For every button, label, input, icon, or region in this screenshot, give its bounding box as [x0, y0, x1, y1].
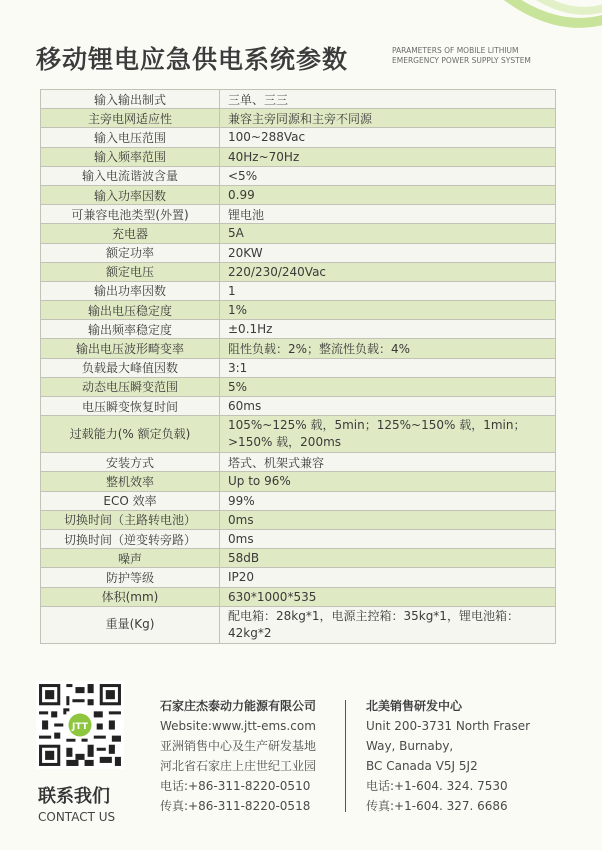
spec-key: 输出频率稳定度: [41, 320, 220, 339]
spec-key: 切换时间（逆变转旁路）: [41, 529, 220, 548]
qr-logo-label: JTT: [72, 721, 88, 732]
spec-row: [41, 109, 556, 128]
qr-code-icon: [36, 681, 124, 769]
spec-value: 40Hz~70Hz: [220, 147, 556, 166]
spec-value: IP20: [220, 568, 556, 587]
spec-key: 电压瞬变恢复时间: [41, 397, 220, 416]
spec-value: 105%~125% 载，5min；125%~150% 载，1min；>150% 载，200ms: [220, 416, 556, 453]
spec-row: [41, 243, 556, 262]
spec-value: 阻性负载：2%；整流性负载：4%: [220, 339, 556, 358]
spec-row: [41, 397, 556, 416]
spec-value: 兼容主旁同源和主旁不同源: [220, 109, 556, 128]
spec-key: 输入功率因数: [41, 185, 220, 204]
contact-title: 联系我们: [38, 786, 110, 807]
spec-value: 塔式、机架式兼容: [220, 453, 556, 472]
spec-value: 3:1: [220, 358, 556, 377]
spec-key: 额定电压: [41, 262, 220, 281]
page-subtitle: [392, 46, 531, 65]
spec-key: 输出电压波形畸变率: [41, 339, 220, 358]
asia-website[interactable]: Website:www.jtt-ems.com: [160, 719, 316, 733]
spec-value: 配电箱：28kg*1，电源主控箱：35kg*1，锂电池箱：42kg*2: [220, 606, 556, 643]
spec-row: [41, 166, 556, 185]
asia-line-2: 河北省石家庄上庄世纪工业园: [160, 759, 317, 773]
spec-row: [41, 90, 556, 109]
spec-value: 100~288Vac: [220, 128, 556, 147]
spec-row: [41, 224, 556, 243]
spec-row: [41, 301, 556, 320]
spec-key: 动态电压瞬变范围: [41, 377, 220, 396]
spec-value: 5%: [220, 377, 556, 396]
spec-key: 负载最大峰值因数: [41, 358, 220, 377]
page-title: 移动锂电应急供电系统参数: [36, 45, 349, 74]
spec-row: [41, 472, 556, 491]
spec-value: 99%: [220, 491, 556, 510]
spec-row: [41, 587, 556, 606]
contact-subtitle: CONTACT US: [38, 810, 116, 824]
spec-row: [41, 377, 556, 396]
asia-line-1: 亚洲销售中心及生产研发基地: [160, 739, 317, 753]
spec-key: 输入电流谐波含量: [41, 166, 220, 185]
asia-company-name: 石家庄杰泰动力能源有限公司: [160, 699, 317, 713]
spec-key: 重量(Kg): [41, 606, 220, 643]
spec-row: [41, 320, 556, 339]
spec-row: [41, 606, 556, 643]
spec-row: [41, 510, 556, 529]
spec-key: 噪声: [41, 549, 220, 568]
spec-key: 过载能力(% 额定负载): [41, 416, 220, 453]
spec-value: 60ms: [220, 397, 556, 416]
asia-phone: 电话:+86-311-8220-0510: [160, 779, 311, 793]
spec-value: 220/230/240Vac: [220, 262, 556, 281]
spec-key: 充电器: [41, 224, 220, 243]
spec-row: [41, 262, 556, 281]
asia-fax: 传真:+86-311-8220-0518: [160, 799, 311, 813]
spec-value: 锂电池: [220, 205, 556, 224]
spec-key: 输出功率因数: [41, 281, 220, 300]
na-center-title: 北美销售研发中心: [366, 699, 463, 713]
spec-row: [41, 128, 556, 147]
spec-key: 输入输出制式: [41, 90, 220, 109]
na-line-2: Way, Burnaby,: [366, 739, 454, 753]
spec-value: 5A: [220, 224, 556, 243]
spec-row: [41, 358, 556, 377]
spec-value: ±0.1Hz: [220, 320, 556, 339]
spec-row: [41, 549, 556, 568]
spec-row: [41, 205, 556, 224]
spec-key: ECO 效率: [41, 491, 220, 510]
spec-key: 输入频率范围: [41, 147, 220, 166]
spec-row: [41, 529, 556, 548]
spec-key: 输出电压稳定度: [41, 301, 220, 320]
spec-row: [41, 453, 556, 472]
header: [36, 40, 596, 80]
subtitle-line-1: PARAMETERS OF MOBILE LITHIUM: [392, 46, 519, 55]
na-phone: 电话:+1-604. 324. 7530: [366, 779, 508, 793]
na-line-1: Unit 200-3731 North Fraser: [366, 719, 531, 733]
spec-value: 58dB: [220, 549, 556, 568]
na-line-3: BC Canada V5J 5J2: [366, 759, 478, 773]
spec-row: [41, 491, 556, 510]
spec-key: 防护等级: [41, 568, 220, 587]
spec-value: 三单、三三: [220, 90, 556, 109]
spec-key: 额定功率: [41, 243, 220, 262]
spec-key: 主旁电网适应性: [41, 109, 220, 128]
spec-row: [41, 339, 556, 358]
spec-value: 20KW: [220, 243, 556, 262]
na-fax: 传真:+1-604. 327. 6686: [366, 799, 508, 813]
contact-divider: [345, 700, 346, 812]
spec-key: 输入电压范围: [41, 128, 220, 147]
spec-key: 体积(mm): [41, 587, 220, 606]
spec-value: Up to 96%: [220, 472, 556, 491]
spec-value: 0.99: [220, 185, 556, 204]
spec-value: <5%: [220, 166, 556, 185]
asia-contact: [160, 696, 316, 816]
spec-row: [41, 281, 556, 300]
spec-value: 0ms: [220, 529, 556, 548]
subtitle-line-2: EMERGENCY POWER SUPPLY SYSTEM: [392, 55, 531, 65]
spec-value: 630*1000*535: [220, 587, 556, 606]
spec-key: 切换时间（主路转电池）: [41, 510, 220, 529]
spec-key: 安装方式: [41, 453, 220, 472]
spec-value: 1: [220, 281, 556, 300]
spec-row: [41, 147, 556, 166]
na-contact: [366, 696, 530, 816]
spec-key: 可兼容电池类型(外置): [41, 205, 220, 224]
spec-value: 0ms: [220, 510, 556, 529]
spec-table: [40, 89, 556, 644]
spec-row: [41, 416, 556, 453]
spec-row: [41, 185, 556, 204]
spec-row: [41, 568, 556, 587]
spec-key: 整机效率: [41, 472, 220, 491]
spec-value: 1%: [220, 301, 556, 320]
